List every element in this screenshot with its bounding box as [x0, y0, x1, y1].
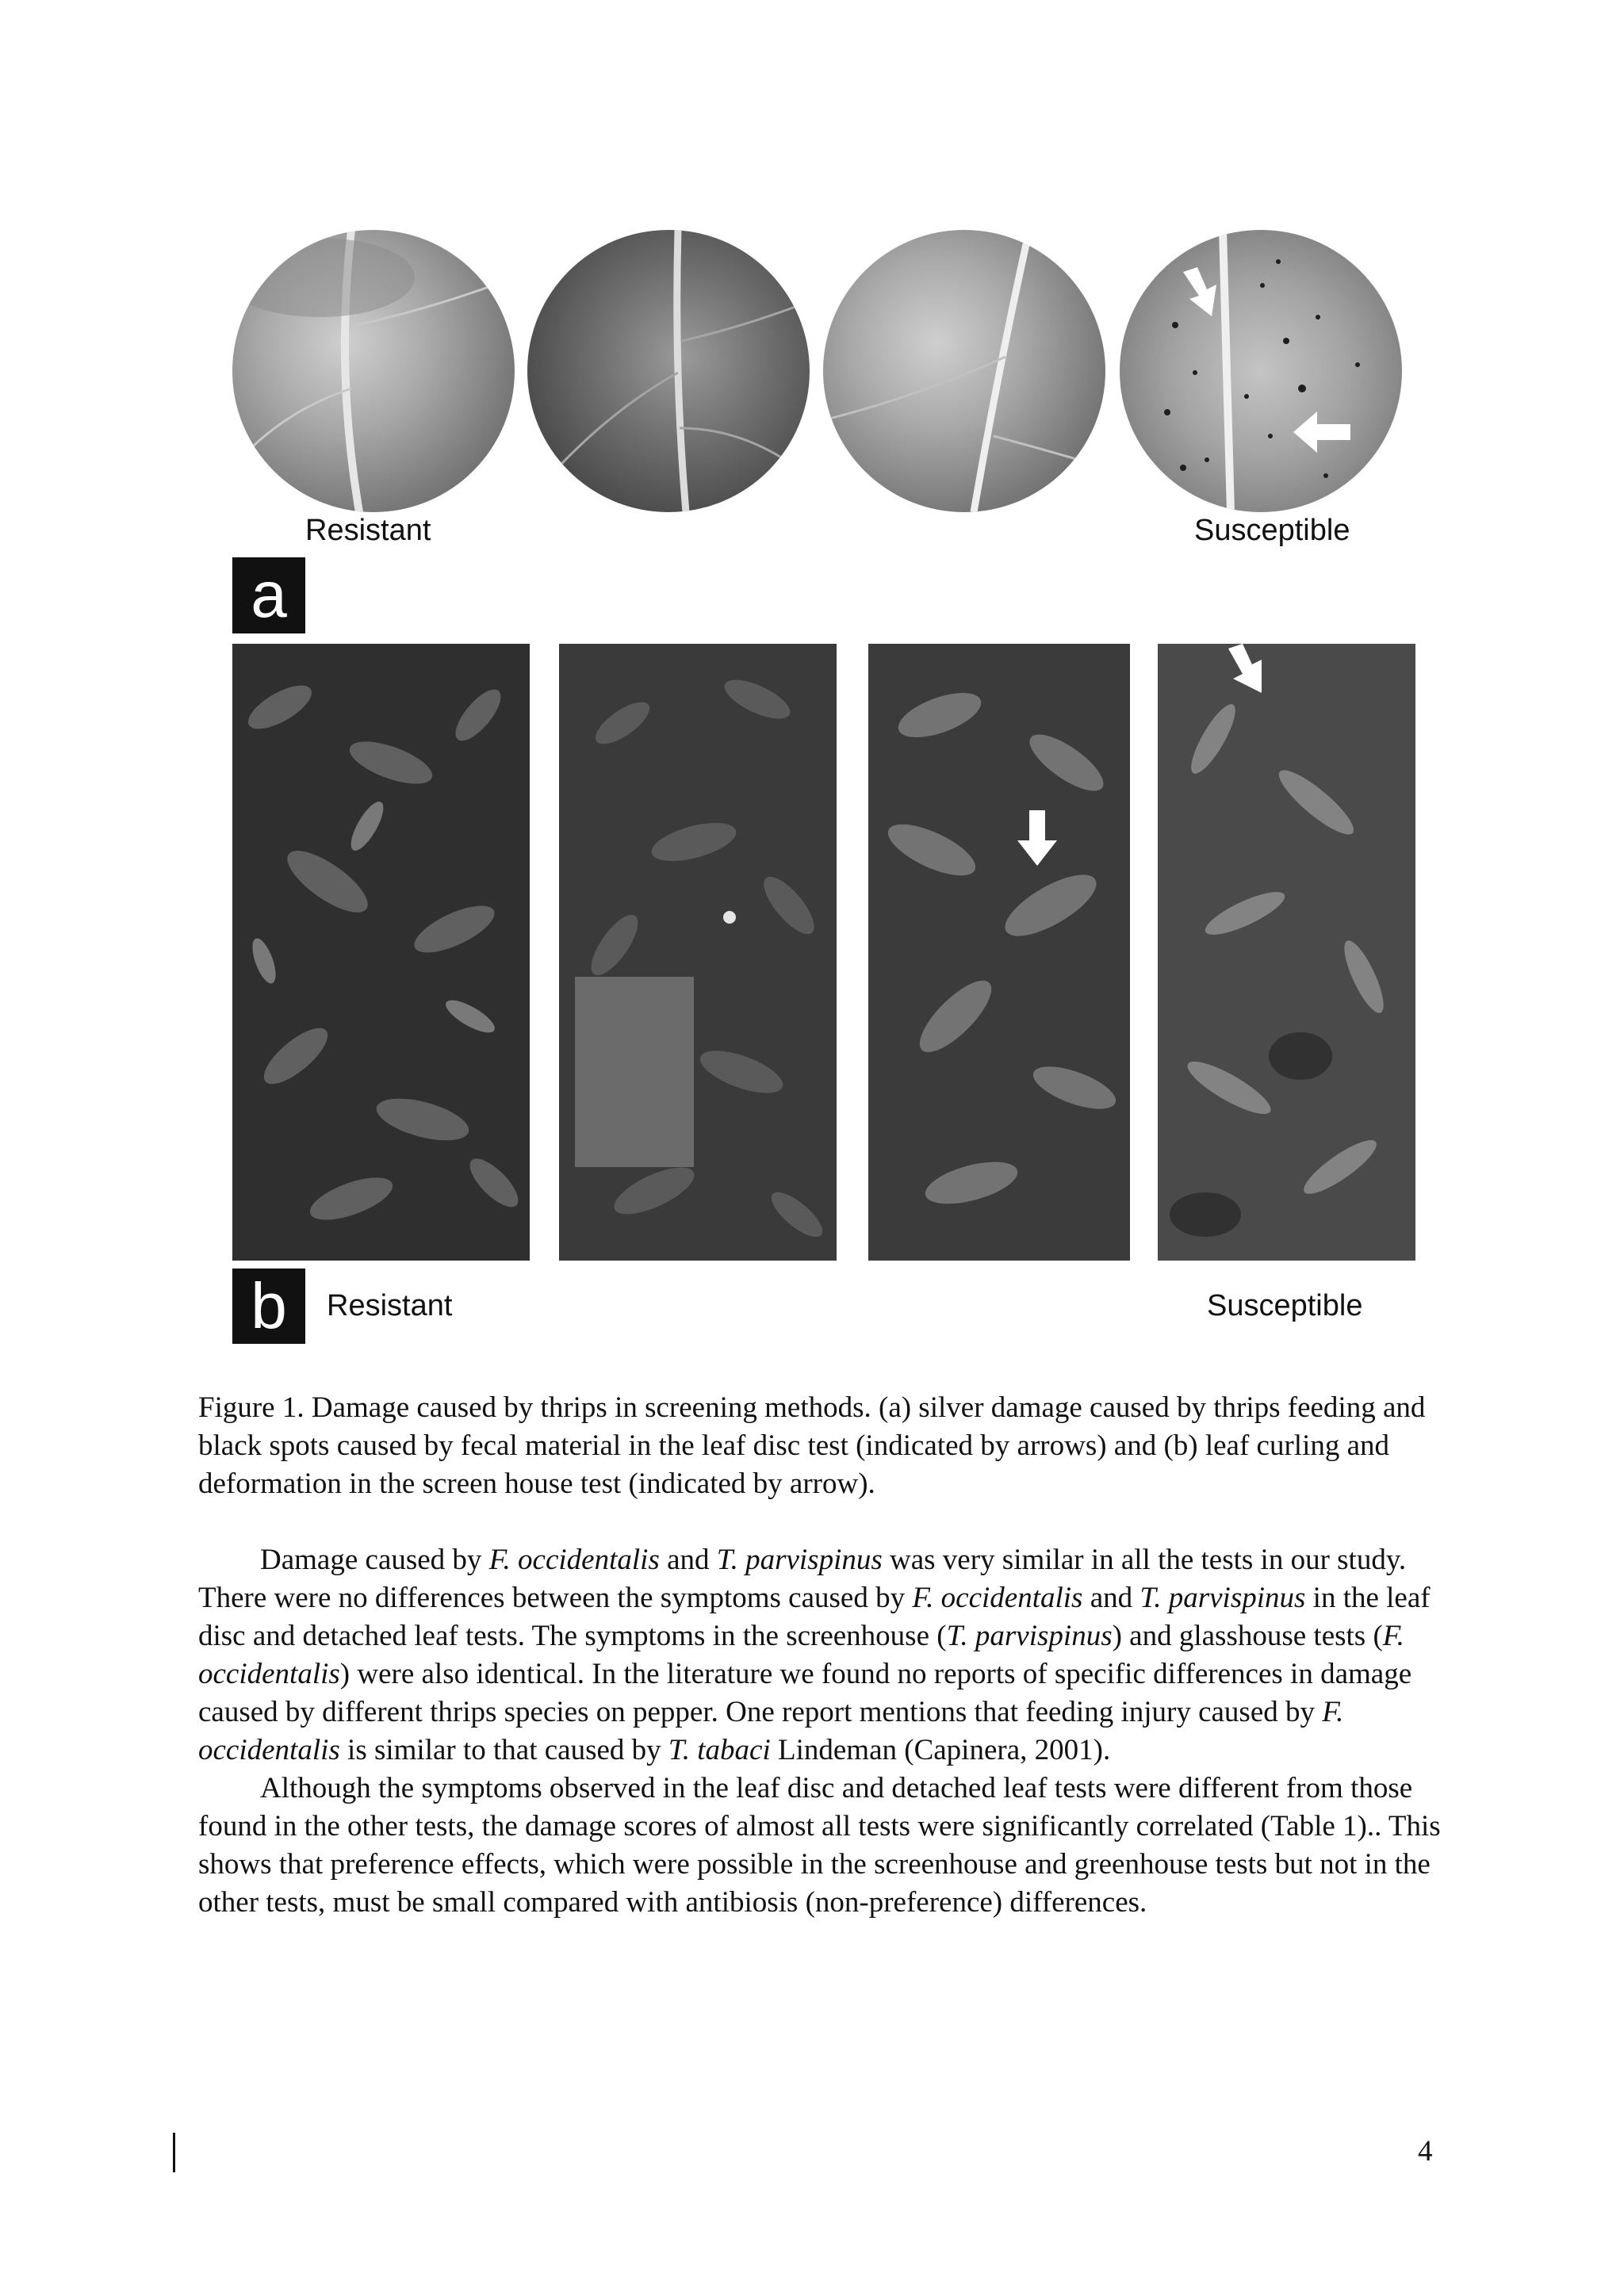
text-run: was very similar in all the tests in our study. There were no differences between the symptoms caused by [198, 1544, 1407, 1614]
plant-photo-2-image [559, 644, 837, 1261]
arrow-icon [1017, 810, 1057, 866]
text-run: Damage caused by [260, 1544, 489, 1576]
plant-photo-3 [868, 644, 1130, 1261]
species-name: F. occidentalis [198, 1696, 1344, 1766]
text-run: and [1082, 1582, 1140, 1614]
panel-a-label-susceptible: Susceptible [1194, 514, 1350, 547]
figure-caption [198, 1389, 1451, 1503]
text-run: in the leaf disc and detached leaf tests. The symptoms in the screenhouse ( [198, 1582, 1431, 1652]
species-name: T. parvispinus [716, 1544, 883, 1576]
species-name: F. occidentalis [912, 1582, 1083, 1614]
leaf-disc-4-image [1120, 230, 1402, 512]
leaf-disc-3 [823, 230, 1105, 512]
species-name: T. parvispinus [946, 1620, 1113, 1652]
arrow-icon [1175, 266, 1231, 321]
plant-photo-1-image [232, 644, 530, 1261]
species-name: T. parvispinus [1139, 1582, 1306, 1614]
plant-photo-1 [232, 644, 530, 1261]
page-number: 4 [1418, 2135, 1433, 2168]
leaf-disc-2-image [527, 230, 810, 512]
paragraph-1 [198, 1541, 1451, 1770]
plant-photo-4-image [1158, 644, 1415, 1261]
species-name: T. tabaci [668, 1734, 771, 1766]
arrow-icon [1225, 644, 1273, 695]
figure-caption-text: Figure 1. Damage caused by thrips in screening methods. (a) silver damage caused by thrips feeding and black spots caused by fecal material in the leaf disc test (indicated by arrows) and (b) leaf curling and deformation in the screen house test (indicated by arrow). [198, 1391, 1426, 1500]
panel-b-label-susceptible: Susceptible [1207, 1289, 1363, 1322]
plant-photo-2 [559, 644, 837, 1261]
leaf-disc-2 [527, 230, 810, 512]
plant-photo-3-image [868, 644, 1130, 1261]
body-text [198, 1541, 1451, 1922]
leaf-disc-1 [232, 230, 515, 512]
leaf-disc-3-image [823, 230, 1105, 512]
panel-a-badge: a [232, 557, 305, 633]
panel-b-badge: b [232, 1269, 305, 1344]
species-name: F. occidentalis [198, 1620, 1404, 1690]
plant-photo-4 [1158, 644, 1415, 1261]
text-run: Lindeman (Capinera, 2001). [770, 1734, 1111, 1766]
text-run: ) and glasshouse tests ( [1112, 1620, 1383, 1652]
text-run: is similar to that caused by [339, 1734, 668, 1766]
text-run: and [659, 1544, 717, 1576]
panel-b-label-resistant: Resistant [327, 1289, 453, 1322]
leaf-disc-1-image [232, 230, 515, 512]
paragraph-2: Although the symptoms observed in the leaf disc and detached leaf tests were different from those found in the other tests, the damage scores of almost all tests were significantly correlated (Table 1).. This shows that preference effects, which were possible in the screenhouse and greenhouse tests but not in the other tests, must be small compared with antibiosis (non-preference) differences. [198, 1772, 1441, 1919]
species-name: F. occidentalis [488, 1544, 660, 1576]
revision-bar [173, 2133, 175, 2172]
text-run: ) were also identical. In the literature we found no reports of specific differences in damage caused by different thrips species on pepper. One report mentions that feeding injury caused by [198, 1658, 1412, 1728]
leaf-disc-4 [1120, 230, 1402, 512]
panel-a-label-resistant: Resistant [305, 514, 431, 547]
arrow-icon [1290, 408, 1354, 456]
